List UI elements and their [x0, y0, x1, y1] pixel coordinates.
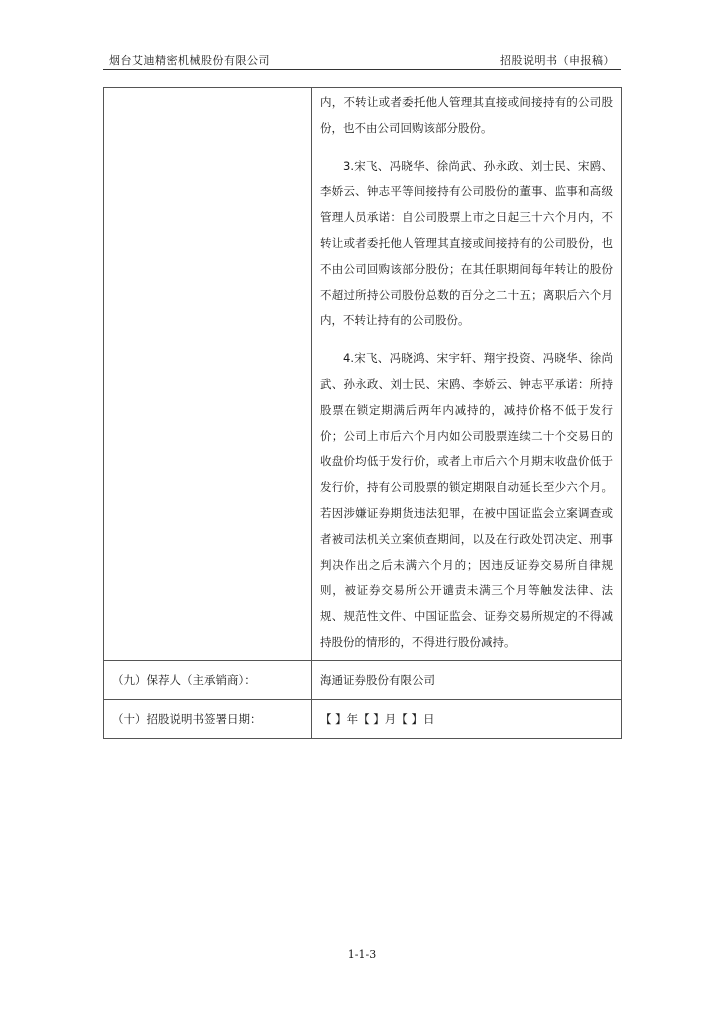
- page-number: 1-1-3: [347, 948, 377, 961]
- company-name: 烟台艾迪精密机械股份有限公司: [109, 54, 270, 67]
- document-title: 招股说明书（申报稿）: [500, 54, 615, 67]
- commitment-paragraph-3: 3.宋飞、冯晓华、徐尚武、孙永政、刘士民、宋鸥、李娇云、钟志平等间接持有公司股份的董事、监事和高级管理人员承诺：自公司股票上市之日起三十六个月内，不转让或者委托他人管理其直接或间接持有的公司股份，也不由公司回购该部分股份；在其任职期间每年转让的股份不超过所持公司股份总数的百分之二十五；离职后六个月内，不转让持有的公司股份。: [320, 158, 613, 328]
- table-row: [104, 88, 622, 661]
- page-header: [103, 50, 621, 70]
- empty-label-cell: [104, 88, 312, 661]
- commitment-paragraph-4: 4.宋飞、冯晓鸿、宋宇轩、翔宇投资、冯晓华、徐尚武、孙永政、刘士民、宋鸥、李娇云、钟志平承诺：所持股票在锁定期满后两年内减持的，减持价格不低于发行价；公司上市后六个月内如公司股票连续二十个交易日的收盘价均低于发行价，或者上市后六个月期末收盘价低于发行价，持有公司股票的锁定期限自动延长至少六个月。若因涉嫌证券期货违法犯罪，在被中国证监会立案调查或者被司法机关立案侦查期间，以及在行政处罚决定、刑事判决作出之后未满六个月的；因违反证券交易所自律规则，被证券交易所公开谴责未满三个月等触发法律、法规、规范性文件、中国证监会、证券交易所规定的不得减持股份的情形的，不得进行股份减持。: [320, 351, 613, 649]
- sponsor-value: 海通证券股份有限公司: [312, 660, 622, 699]
- signing-date-value: 【 】年【 】月【 】日: [312, 699, 622, 738]
- table-row: [104, 660, 622, 699]
- commitment-cell: [312, 88, 622, 661]
- commitment-paragraph-1: 内，不转让或者委托他人管理其直接或间接持有的公司股份，也不由公司回购该部分股份。: [320, 95, 613, 135]
- sponsor-label: （九）保荐人（主承销商）：: [104, 660, 312, 699]
- signing-date-label: （十）招股说明书签署日期：: [104, 699, 312, 738]
- info-table: [103, 87, 622, 739]
- table-row: [104, 699, 622, 738]
